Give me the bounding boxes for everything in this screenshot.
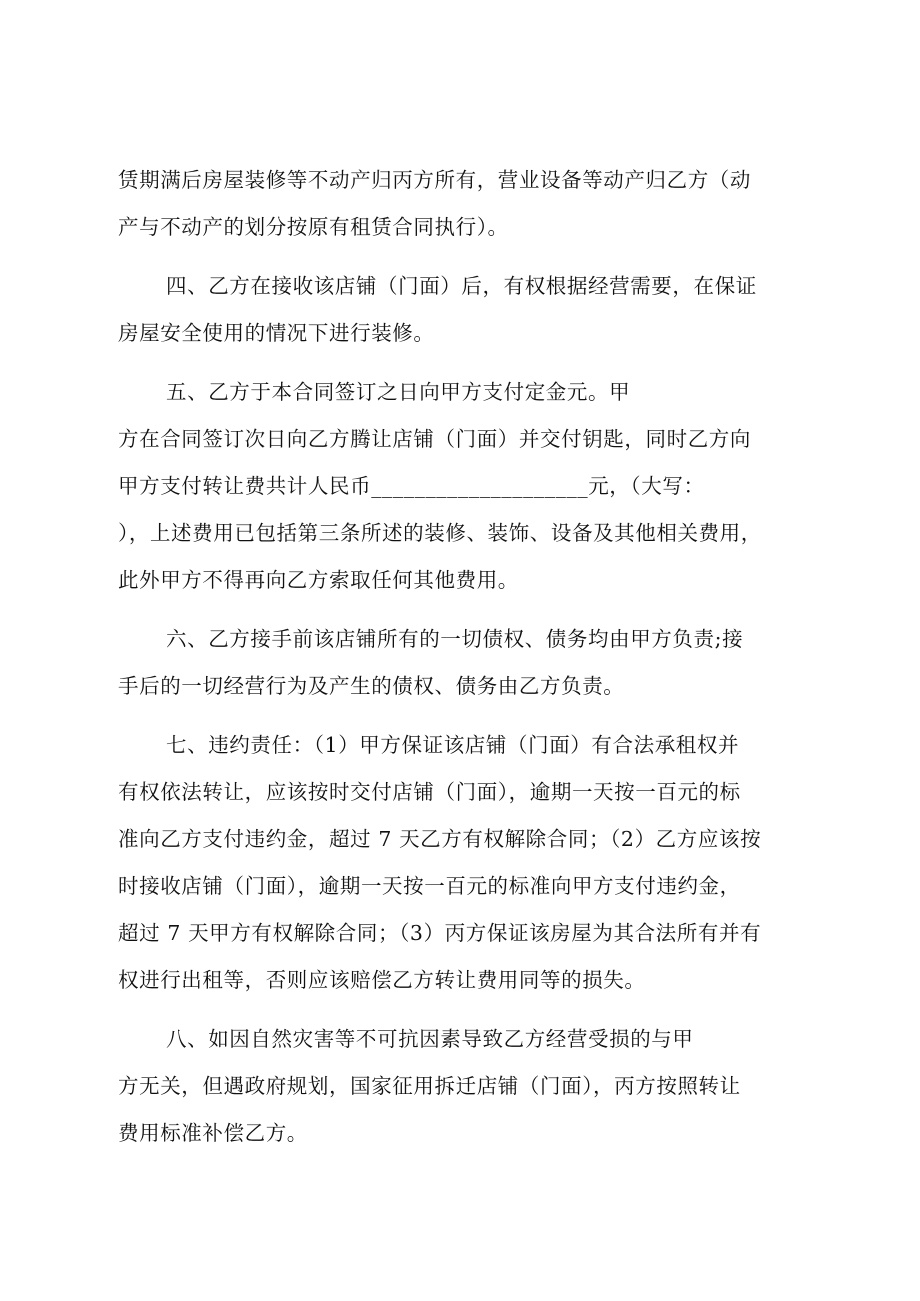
text-line: 七、违约责任：（1）甲方保证该店铺（门面）有合法承租权并	[166, 733, 740, 757]
text-line: 甲方支付转让费共计人民币____________________元，（大写：	[118, 474, 705, 498]
paragraph-clause-7	[118, 722, 818, 1004]
text-line: 准向乙方支付违约金，超过 7 天乙方有权解除合同；（2）乙方应该按	[118, 827, 762, 851]
paragraph-clause-6	[118, 616, 818, 710]
text-line: ），上述费用已包括第三条所述的装修、装饰、设备及其他相关费用，	[118, 521, 762, 545]
text-line: 方无关，但遇政府规划，国家征用拆迁店铺（门面），丙方按照转让	[118, 1074, 741, 1098]
text-line: 时接收店铺（门面），逾期一天按一百元的标准向甲方支付违约金，	[118, 874, 741, 898]
text-line: 权进行出租等，否则应该赔偿乙方转让费用同等的损失。	[118, 968, 646, 992]
text-line: 手后的一切经营行为及产生的债权、债务由乙方负责。	[118, 674, 625, 698]
text-line: 八、如因自然灾害等不可抗因素导致乙方经营受损的与甲	[166, 1027, 694, 1051]
text-line: 四、乙方在接收该店铺（门面）后，有权根据经营需要，在保证	[166, 274, 757, 298]
text-line: 产与不动产的划分按原有租赁合同执行）。	[118, 215, 509, 239]
paragraph-clause-8	[118, 1016, 818, 1157]
text-line: 此外甲方不得再向乙方索取任何其他费用。	[118, 568, 519, 592]
paragraph-lease-continuation	[118, 157, 818, 251]
text-line: 赁期满后房屋装修等不动产归丙方所有，营业设备等动产归乙方（动	[118, 168, 751, 192]
paragraph-clause-4	[118, 263, 818, 357]
text-line: 方在合同签订次日向乙方腾让店铺（门面）并交付钥匙，同时乙方向	[118, 427, 751, 451]
text-line: 五、乙方于本合同签订之日向甲方支付定金元。甲	[166, 380, 631, 404]
text-line: 六、乙方接手前该店铺所有的一切债权、债务均由甲方负责;接	[166, 627, 744, 651]
text-line: 房屋安全使用的情况下进行装修。	[118, 321, 435, 345]
text-line: 有权依法转让，应该按时交付店铺（门面），逾期一天按一百元的标	[118, 780, 741, 804]
paragraph-clause-5	[118, 369, 818, 604]
text-line: 费用标准补偿乙方。	[118, 1121, 308, 1145]
text-line: 超过 7 天甲方有权解除合同；（3）丙方保证该房屋为其合法所有并有	[118, 921, 762, 945]
document-body	[118, 157, 818, 1157]
